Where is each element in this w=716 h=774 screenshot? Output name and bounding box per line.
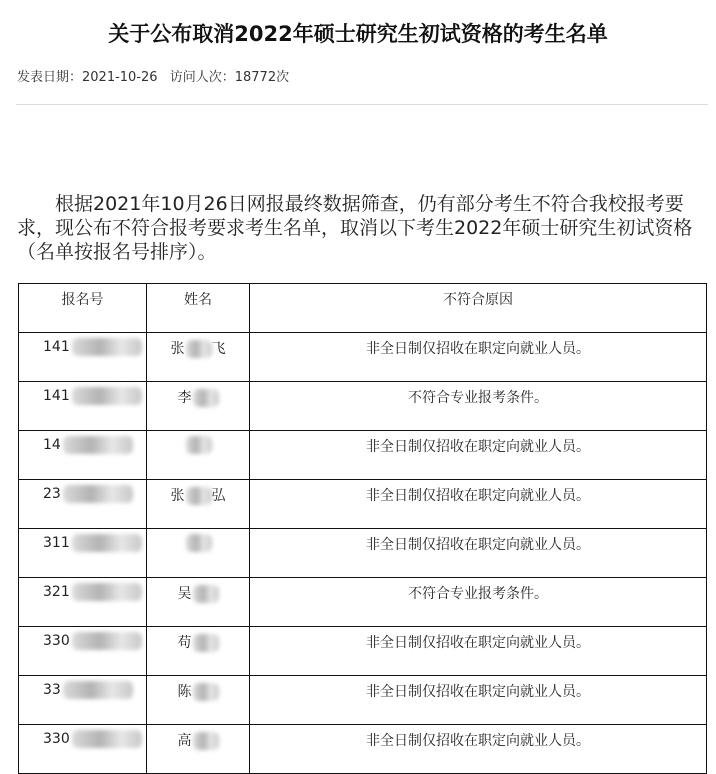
name-cell bbox=[147, 627, 250, 676]
reason-cell: 非全日制仅招收在职定向就业人员。 bbox=[250, 529, 707, 578]
name-cell bbox=[147, 529, 250, 578]
reason-cell: 不符合专业报考条件。 bbox=[250, 382, 707, 431]
reason-cell: 非全日制仅招收在职定向就业人员。 bbox=[250, 725, 707, 774]
registration-id: 33 bbox=[43, 682, 61, 698]
name-cell bbox=[147, 725, 250, 774]
candidate-name: 张 bbox=[170, 488, 185, 504]
name-cell bbox=[147, 676, 250, 725]
view-count-value: 18772次 bbox=[234, 70, 290, 85]
redaction-blur bbox=[193, 585, 219, 603]
view-count-label: 访问人次： bbox=[169, 70, 235, 85]
registration-id: 330 bbox=[43, 731, 70, 747]
redaction-blur bbox=[72, 583, 142, 601]
table-row bbox=[19, 529, 707, 578]
header-divider bbox=[16, 104, 708, 105]
reason-cell: 非全日制仅招收在职定向就业人员。 bbox=[250, 480, 707, 529]
redaction-blur bbox=[193, 683, 219, 701]
registration-id-cell bbox=[19, 725, 147, 774]
registration-id-cell bbox=[19, 529, 147, 578]
redaction-blur bbox=[193, 389, 219, 407]
name-cell bbox=[147, 382, 250, 431]
redaction-blur bbox=[63, 681, 133, 699]
registration-id: 141 bbox=[43, 388, 70, 404]
candidate-name-tail: 弘 bbox=[211, 488, 226, 504]
registration-id: 321 bbox=[43, 584, 70, 600]
table-row bbox=[19, 382, 707, 431]
intro-paragraph: 根据2021年10月26日网报最终数据筛查，仍有部分考生不符合我校报考要求，现公布不符合报考要求考生名单，取消以下考生2022年硕士研究生初试资格（名单按报名号排序）。 bbox=[17, 193, 693, 263]
registration-id: 141 bbox=[43, 339, 70, 355]
redaction-blur bbox=[63, 436, 133, 454]
registration-id: 14 bbox=[43, 437, 61, 453]
table-row bbox=[19, 725, 707, 774]
redaction-blur bbox=[63, 485, 133, 503]
reason-cell: 非全日制仅招收在职定向就业人员。 bbox=[250, 676, 707, 725]
table-row bbox=[19, 480, 707, 529]
registration-id-cell bbox=[19, 431, 147, 480]
cancelled-candidates-table bbox=[18, 283, 707, 774]
table-row bbox=[19, 676, 707, 725]
registration-id-cell bbox=[19, 676, 147, 725]
publish-date bbox=[17, 70, 158, 85]
publish-date-value: 2021-10-26 bbox=[82, 70, 158, 85]
candidate-name: 陈 bbox=[177, 684, 192, 700]
registration-id: 311 bbox=[43, 535, 70, 551]
registration-id-cell bbox=[19, 578, 147, 627]
registration-id: 23 bbox=[43, 486, 61, 502]
column-header-registration-id: 报名号 bbox=[19, 284, 147, 333]
redaction-blur bbox=[72, 387, 142, 405]
candidate-name: 吴 bbox=[177, 586, 192, 602]
candidate-name: 张 bbox=[170, 341, 185, 357]
publish-date-label: 发表日期： bbox=[17, 70, 83, 85]
redaction-blur bbox=[186, 487, 212, 505]
table-row bbox=[19, 578, 707, 627]
registration-id-cell bbox=[19, 333, 147, 382]
reason-cell: 非全日制仅招收在职定向就业人员。 bbox=[250, 431, 707, 480]
redaction-blur bbox=[72, 730, 142, 748]
redaction-blur bbox=[72, 632, 142, 650]
name-cell bbox=[147, 431, 250, 480]
redaction-blur bbox=[72, 338, 142, 356]
candidate-name-tail: 飞 bbox=[211, 341, 226, 357]
redaction-blur bbox=[186, 340, 212, 358]
redaction-blur bbox=[186, 534, 212, 552]
table-header-row bbox=[19, 284, 707, 333]
registration-id-cell bbox=[19, 627, 147, 676]
registration-id-cell bbox=[19, 382, 147, 431]
registration-id-cell bbox=[19, 480, 147, 529]
candidate-name: 李 bbox=[177, 390, 192, 406]
reason-cell: 非全日制仅招收在职定向就业人员。 bbox=[250, 333, 707, 382]
redaction-blur bbox=[193, 634, 219, 652]
name-cell bbox=[147, 480, 250, 529]
reason-cell: 不符合专业报考条件。 bbox=[250, 578, 707, 627]
name-cell bbox=[147, 333, 250, 382]
column-header-name: 姓名 bbox=[147, 284, 250, 333]
article-meta bbox=[17, 66, 297, 85]
registration-id: 330 bbox=[43, 633, 70, 649]
name-cell bbox=[147, 578, 250, 627]
column-header-reason: 不符合原因 bbox=[250, 284, 707, 333]
redaction-blur bbox=[186, 436, 212, 454]
page-title: 关于公布取消2022年硕士研究生初试资格的考生名单 bbox=[108, 22, 608, 46]
candidate-name: 高 bbox=[177, 733, 192, 749]
table-row bbox=[19, 627, 707, 676]
candidate-name: 苟 bbox=[177, 635, 192, 651]
reason-cell: 非全日制仅招收在职定向就业人员。 bbox=[250, 627, 707, 676]
table-row bbox=[19, 431, 707, 480]
redaction-blur bbox=[193, 732, 219, 750]
view-count bbox=[170, 70, 289, 85]
redaction-blur bbox=[72, 534, 142, 552]
table-row bbox=[19, 333, 707, 382]
